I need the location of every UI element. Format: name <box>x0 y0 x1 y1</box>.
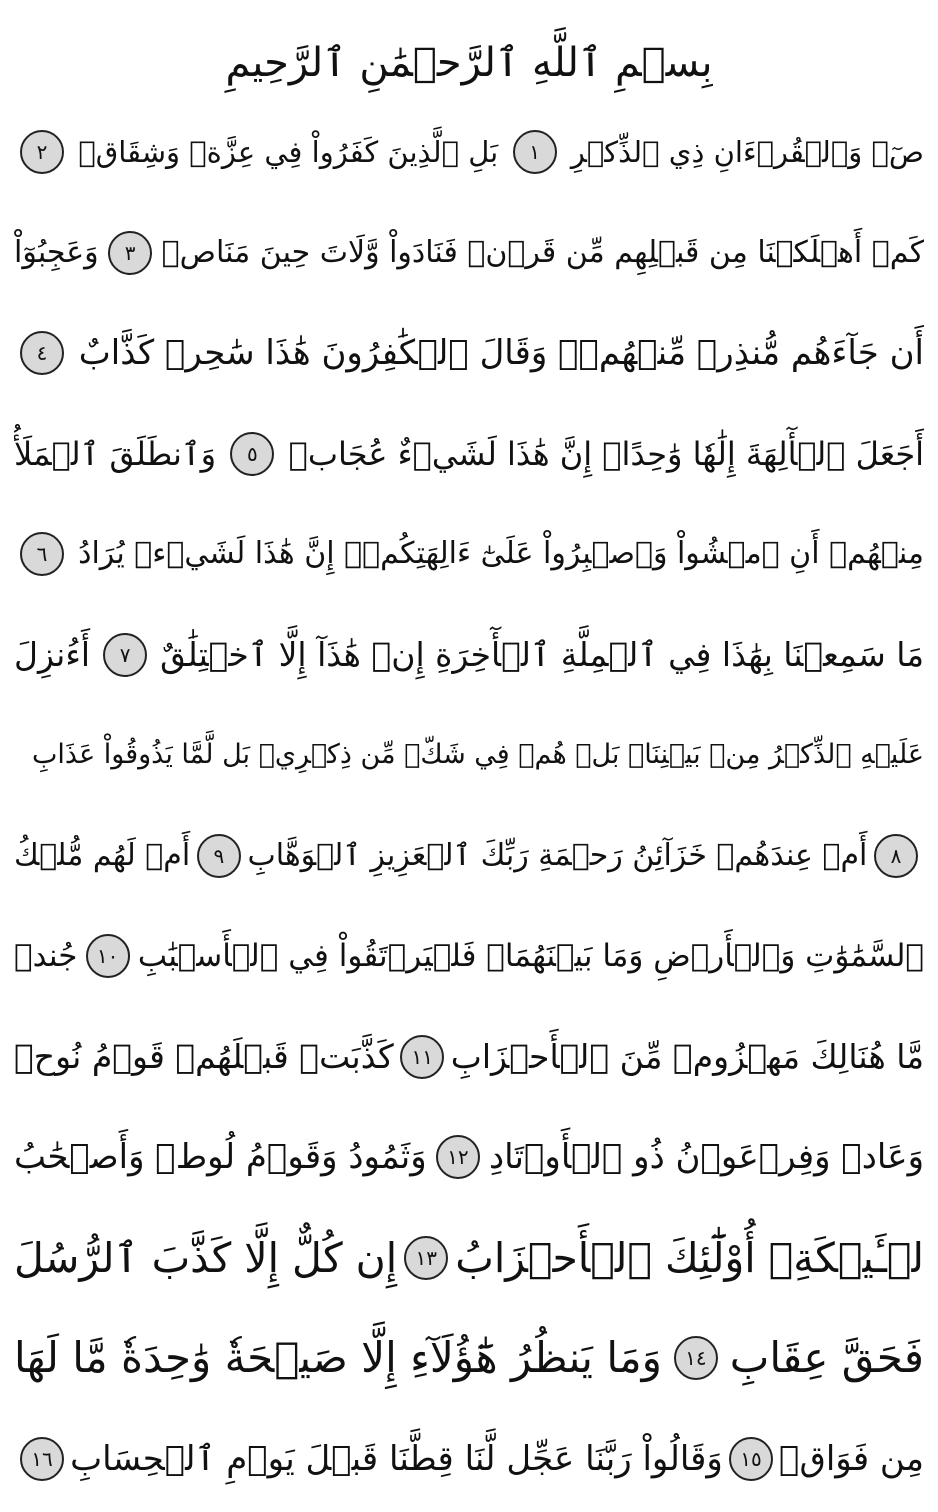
verse-line <box>14 307 924 399</box>
verse-text: مَّا هُنَالِكَ مَهۡزُومٞ مِّنَ ٱلۡأَحۡزَابِ <box>450 1036 924 1076</box>
ayah-number-marker: ٨ <box>874 834 918 878</box>
ayah-number-marker: ١١ <box>400 1035 444 1079</box>
verse-line <box>14 408 924 500</box>
ayah-number-marker: ١٠ <box>86 934 130 978</box>
ayah-number-marker: ٤ <box>20 331 64 375</box>
ayah-number-marker: ١٥ <box>729 1437 773 1481</box>
verse-text: ٱلسَّمَٰوَٰتِ وَٱلۡأَرۡضِ وَمَا بَيۡنَهُمَاۖ فَلۡيَرۡتَقُواْ فِي ٱلۡأَسۡبَٰبِ <box>137 938 924 974</box>
verse-text: كَذَّبَتۡ قَبۡلَهُمۡ قَوۡمُ نُوحٖ <box>14 1036 394 1076</box>
verse-text: وَٱنطَلَقَ ٱلۡمَلَأُ <box>14 434 217 473</box>
verse-text: إِن كُلٌّ إِلَّا كَذَّبَ ٱلرُّسُلَ <box>14 1233 398 1282</box>
verse-text: بَلِ ٱلَّذِينَ كَفَرُواْ فِي عِزَّةٖ وَشِقَاقٖ <box>78 135 499 169</box>
ayah-number-marker: ٩ <box>197 834 241 878</box>
ayah-number-marker: ١٢ <box>436 1135 480 1179</box>
verse-line <box>14 1413 924 1505</box>
basmala-header: بِسۡمِ ٱللَّهِ ٱلرَّحۡمَٰنِ ٱلرَّحِيمِ <box>225 40 713 86</box>
ayah-number-marker: ١ <box>513 130 557 174</box>
ayah-number-marker: ٦ <box>20 532 64 576</box>
verse-line <box>14 910 924 1002</box>
verse-text: أَجَعَلَ ٱلۡأٓلِهَةَ إِلَٰهٗا وَٰحِدًاۖ إِنَّ هَٰذَا لَشَيۡءٌ عُجَابٞ <box>288 434 924 473</box>
verse-line <box>14 508 924 600</box>
verse-text: صٓۚ وَٱلۡقُرۡءَانِ ذِي ٱلذِّكۡرِ <box>570 135 924 169</box>
ayah-number-marker: ٣ <box>108 231 152 275</box>
verse-text: وَعَادٞ وَفِرۡعَوۡنُ ذُو ٱلۡأَوۡتَادِ <box>489 1137 924 1177</box>
verse-line <box>14 609 924 701</box>
verse-line <box>14 1111 924 1203</box>
verse-text: جُندٞ <box>14 938 78 974</box>
verse-text: عَلَيۡهِ ٱلذِّكۡرُ مِنۢ بَيۡنِنَاۚ بَلۡ هُمۡ فِي شَكّٖ مِّن ذِكۡرِيۚ بَل لَّمَّا يَذُوقُواْ عَذَابِ <box>31 739 924 770</box>
verse-text: أَن جَآءَهُم مُّنذِرٞ مِّنۡهُمۡۖ وَقَالَ ٱلۡكَٰفِرُونَ هَٰذَا سَٰحِرٞ كَذَّابٌ <box>78 333 924 373</box>
verse-text: مَا سَمِعۡنَا بِهَٰذَا فِي ٱلۡمِلَّةِ ٱلۡأٓخِرَةِ إِنۡ هَٰذَآ إِلَّا ٱخۡتِلَٰقٌ <box>160 634 924 674</box>
ayah-number-marker: ٧ <box>103 633 147 677</box>
verse-line <box>14 1212 924 1304</box>
verse-text: وَمَا يَنظُرُ هَٰٓؤُلَآءِ إِلَّا صَيۡحَةٗ وَٰحِدَةٗ مَّا لَهَا <box>14 1333 662 1382</box>
verse-line <box>14 207 924 299</box>
ayah-number-marker: ١٦ <box>20 1437 64 1481</box>
ayah-number-marker: ١٣ <box>404 1236 448 1280</box>
verse-text: فَحَقَّ عِقَابِ <box>729 1333 924 1382</box>
verse-line <box>14 810 924 902</box>
ayah-number-marker: ١٤ <box>674 1336 718 1380</box>
verse-text: كَمۡ أَهۡلَكۡنَا مِن قَبۡلِهِم مِّن قَرۡنٖ فَنَادَواْ وَّلَاتَ حِينَ مَنَاصٖ <box>161 234 924 270</box>
ayah-number-marker: ٢ <box>20 130 64 174</box>
verse-line <box>14 1011 924 1103</box>
verse-text: أَمۡ لَهُم مُّلۡكُ <box>14 837 191 873</box>
verse-text: مِنۡهُمۡ أَنِ ٱمۡشُواْ وَٱصۡبِرُواْ عَلَىٰٓ ءَالِهَتِكُمۡۖ إِنَّ هَٰذَا لَشَيۡءٞ يُرَادُ <box>78 536 924 571</box>
verse-line <box>14 106 924 198</box>
verse-text: مِن فَوَاقٖ <box>779 1438 924 1479</box>
verse-text: أَمۡ عِندَهُمۡ خَزَآئِنُ رَحۡمَةِ رَبِّكَ ٱلۡعَزِيزِ ٱلۡوَهَّابِ <box>247 837 868 873</box>
verse-text: وَثَمُودُ وَقَوۡمُ لُوطٖ وَأَصۡحَٰبُ <box>14 1137 427 1177</box>
verse-line <box>14 1312 924 1404</box>
verse-text: لۡـَٔيۡكَةِۚ أُوْلَٰٓئِكَ ٱلۡأَحۡزَابُ <box>455 1233 924 1282</box>
ayah-number-marker: ٥ <box>230 432 274 476</box>
verse-text: أَءُنزِلَ <box>14 634 91 674</box>
verse-text: وَقَالُواْ رَبَّنَا عَجِّل لَّنَا قِطَّنَا قَبۡلَ يَوۡمِ ٱلۡحِسَابِ <box>70 1438 723 1479</box>
verse-text: وَعَجِبُوٓاْ <box>14 234 99 270</box>
verse-line <box>14 709 924 801</box>
